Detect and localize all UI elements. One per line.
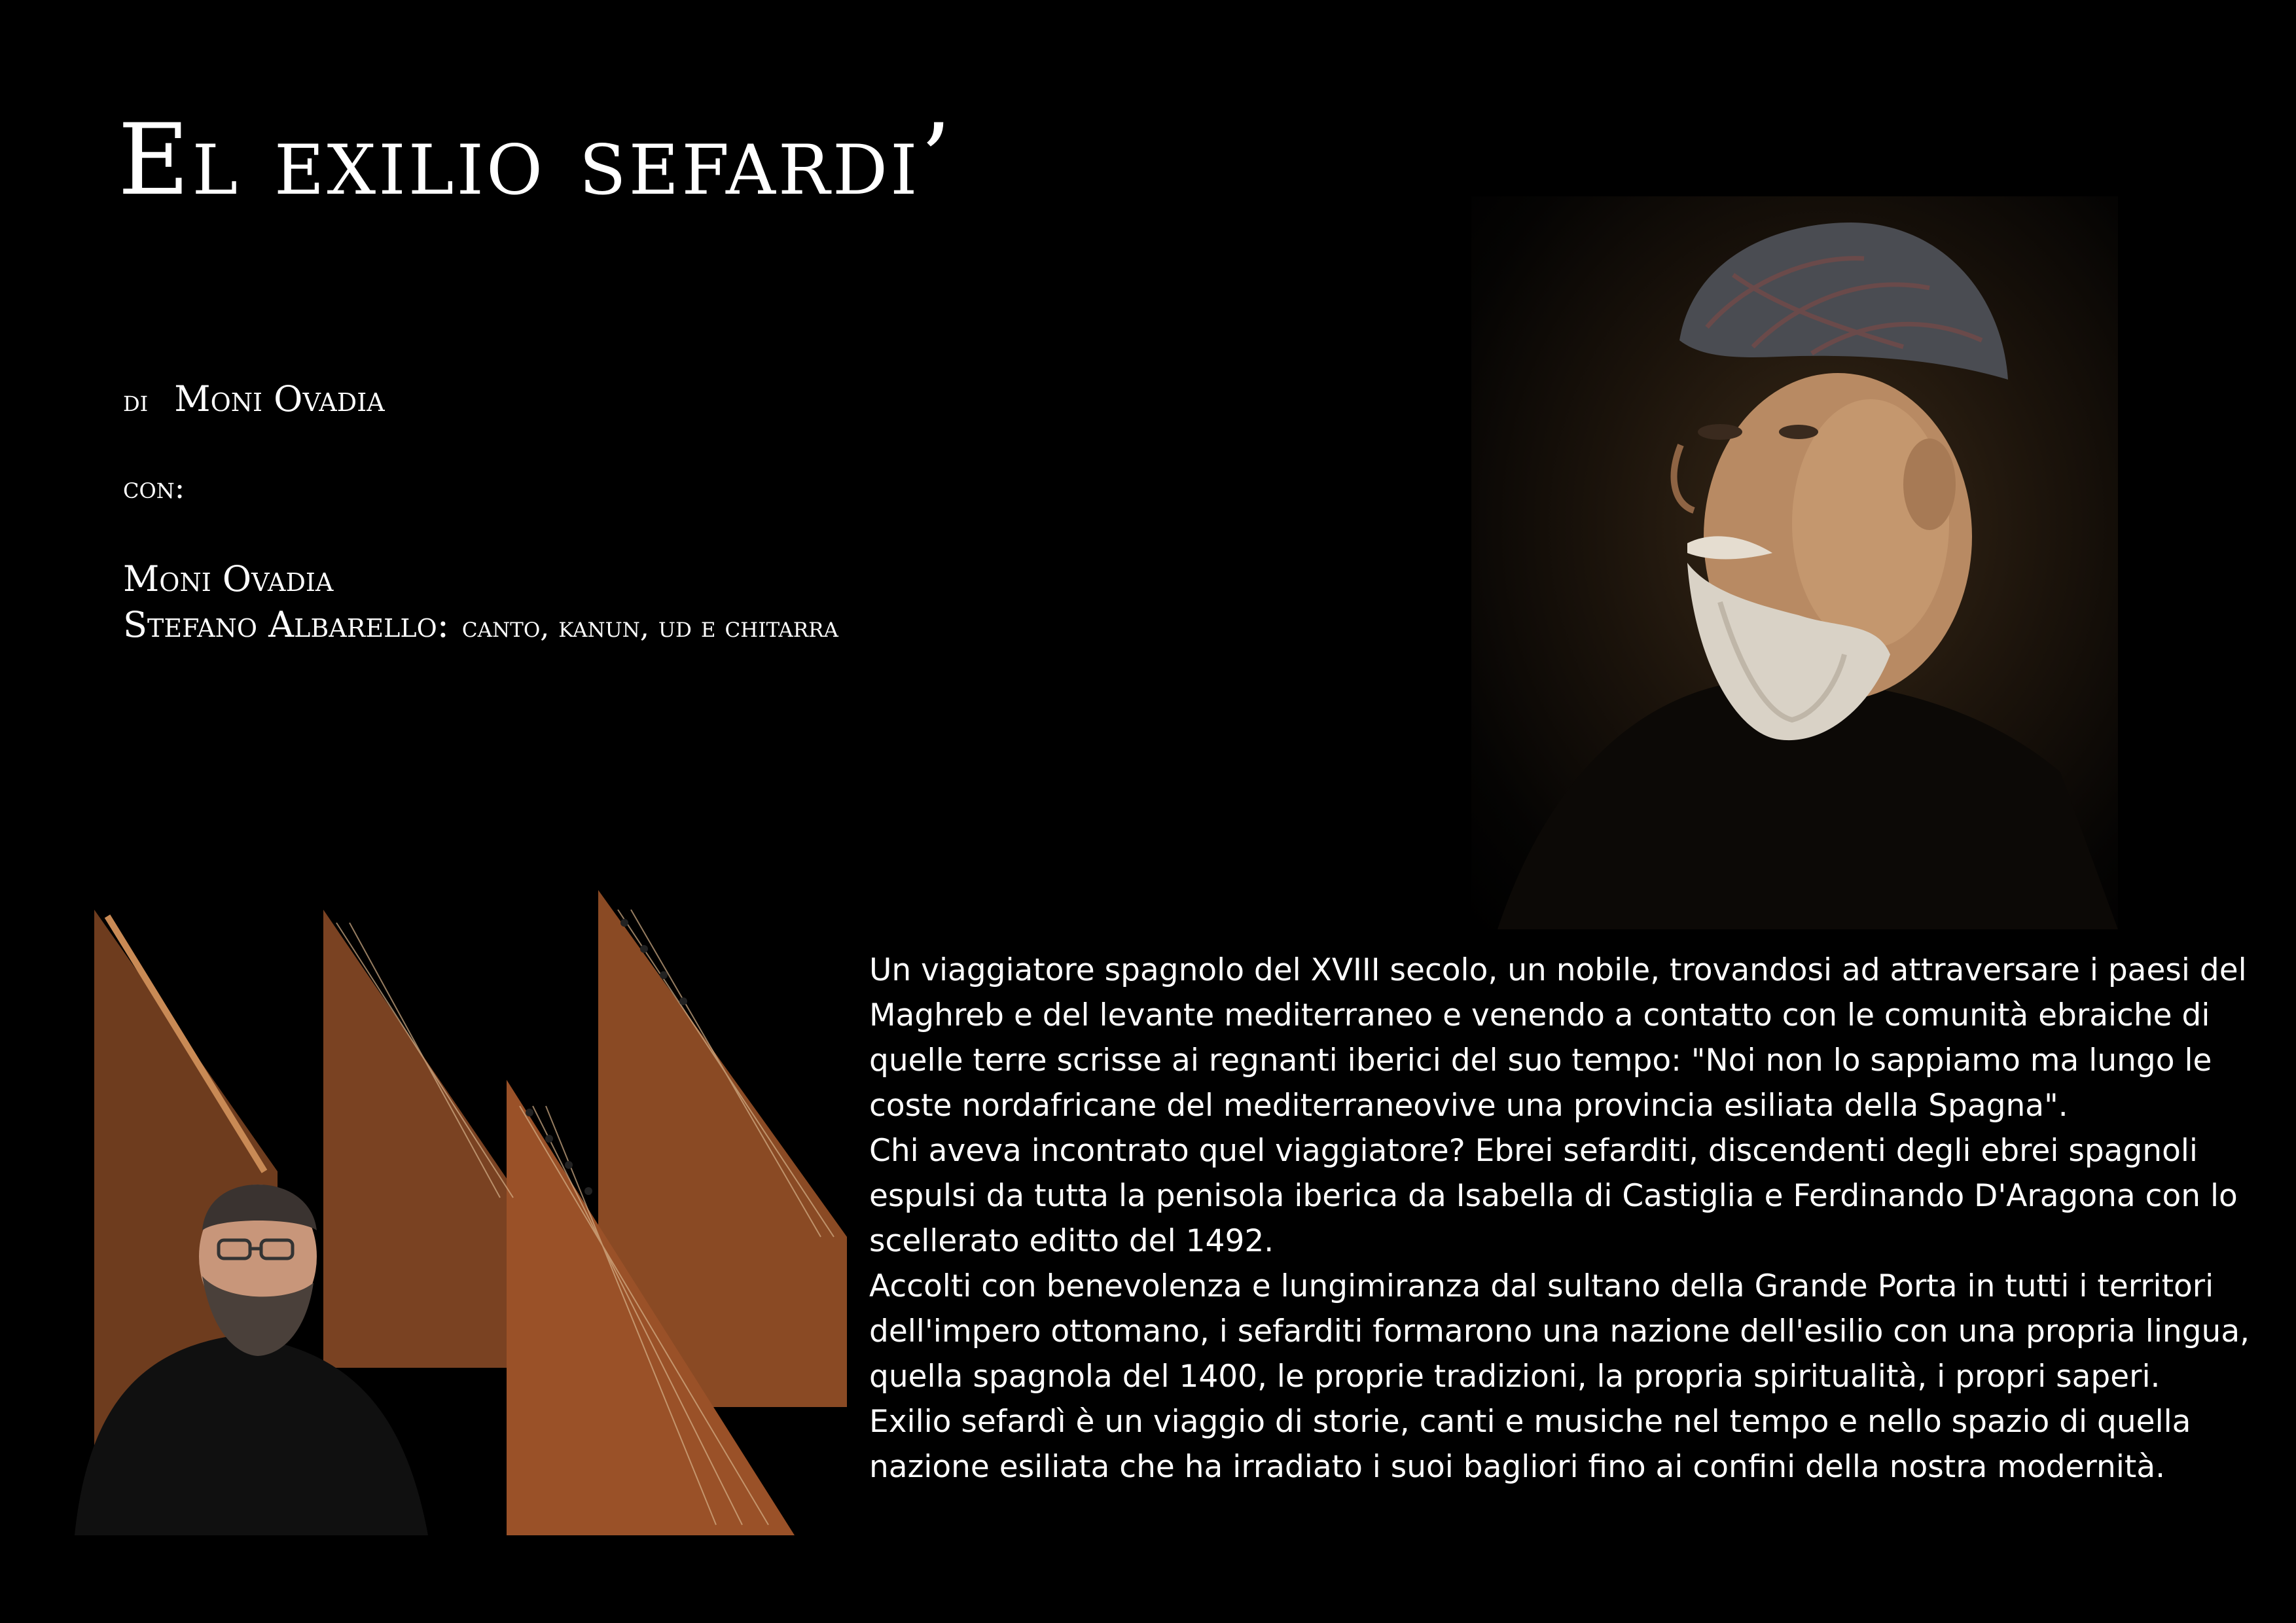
musician-photo <box>62 831 919 1535</box>
portrait-photo <box>1471 196 2118 929</box>
description-text <box>869 948 2257 1489</box>
performer-name: Stefano Albarello: <box>123 604 449 645</box>
description-paragraph: Accolti con benevolenza e lungimiranza dal sultano della Grande Porta in tutti i territori dell'impero ottomano, i sefarditi formarono una nazione dell'esilio con una propria lingua, quella spagnola del 1400, le proprie tradizioni, la propria spiritualità, i propri saperi. <box>869 1268 2250 1395</box>
performer-1 <box>123 556 838 602</box>
author-line <box>123 378 838 419</box>
performer-role: canto, kanun, ud e chitarra <box>461 611 838 644</box>
description-paragraph: Chi aveva incontrato quel viaggiatore? Ebrei sefarditi, discendenti degli ebrei spagnoli espulsi da tutta la penisola iberica da Isabella di Castiglia e Ferdinando D'Aragona con lo scellerato editto del 1492. <box>869 1133 2238 1259</box>
performer-name: Moni Ovadia <box>123 558 334 599</box>
description-paragraph: Un viaggiatore spagnolo del XVIII secolo, un nobile, trovandosi ad attraversare i paesi del Maghreb e del levante mediterraneo e venendo a contatto con le comunità ebraiche di quelle terre scrisse ai regnanti iberici del suo tempo: "Noi non lo sappiamo ma lungo le coste nordafricane del mediterraneovive una provincia esiliata della Spagna". <box>869 952 2247 1124</box>
author-prefix: di <box>123 383 149 418</box>
page-title: El exilio sefardi’ <box>118 103 954 217</box>
cast-label: con: <box>123 470 185 505</box>
performer-2 <box>123 602 838 651</box>
description-paragraph: Exilio sefardì è un viaggio di storie, canti e musiche nel tempo e nello spazio di quella nazione esiliata che ha irradiato i suoi bagliori fino ai confini della nostra modernità. <box>869 1404 2191 1485</box>
credits <box>123 378 838 651</box>
author-name: Moni Ovadia <box>174 378 385 419</box>
